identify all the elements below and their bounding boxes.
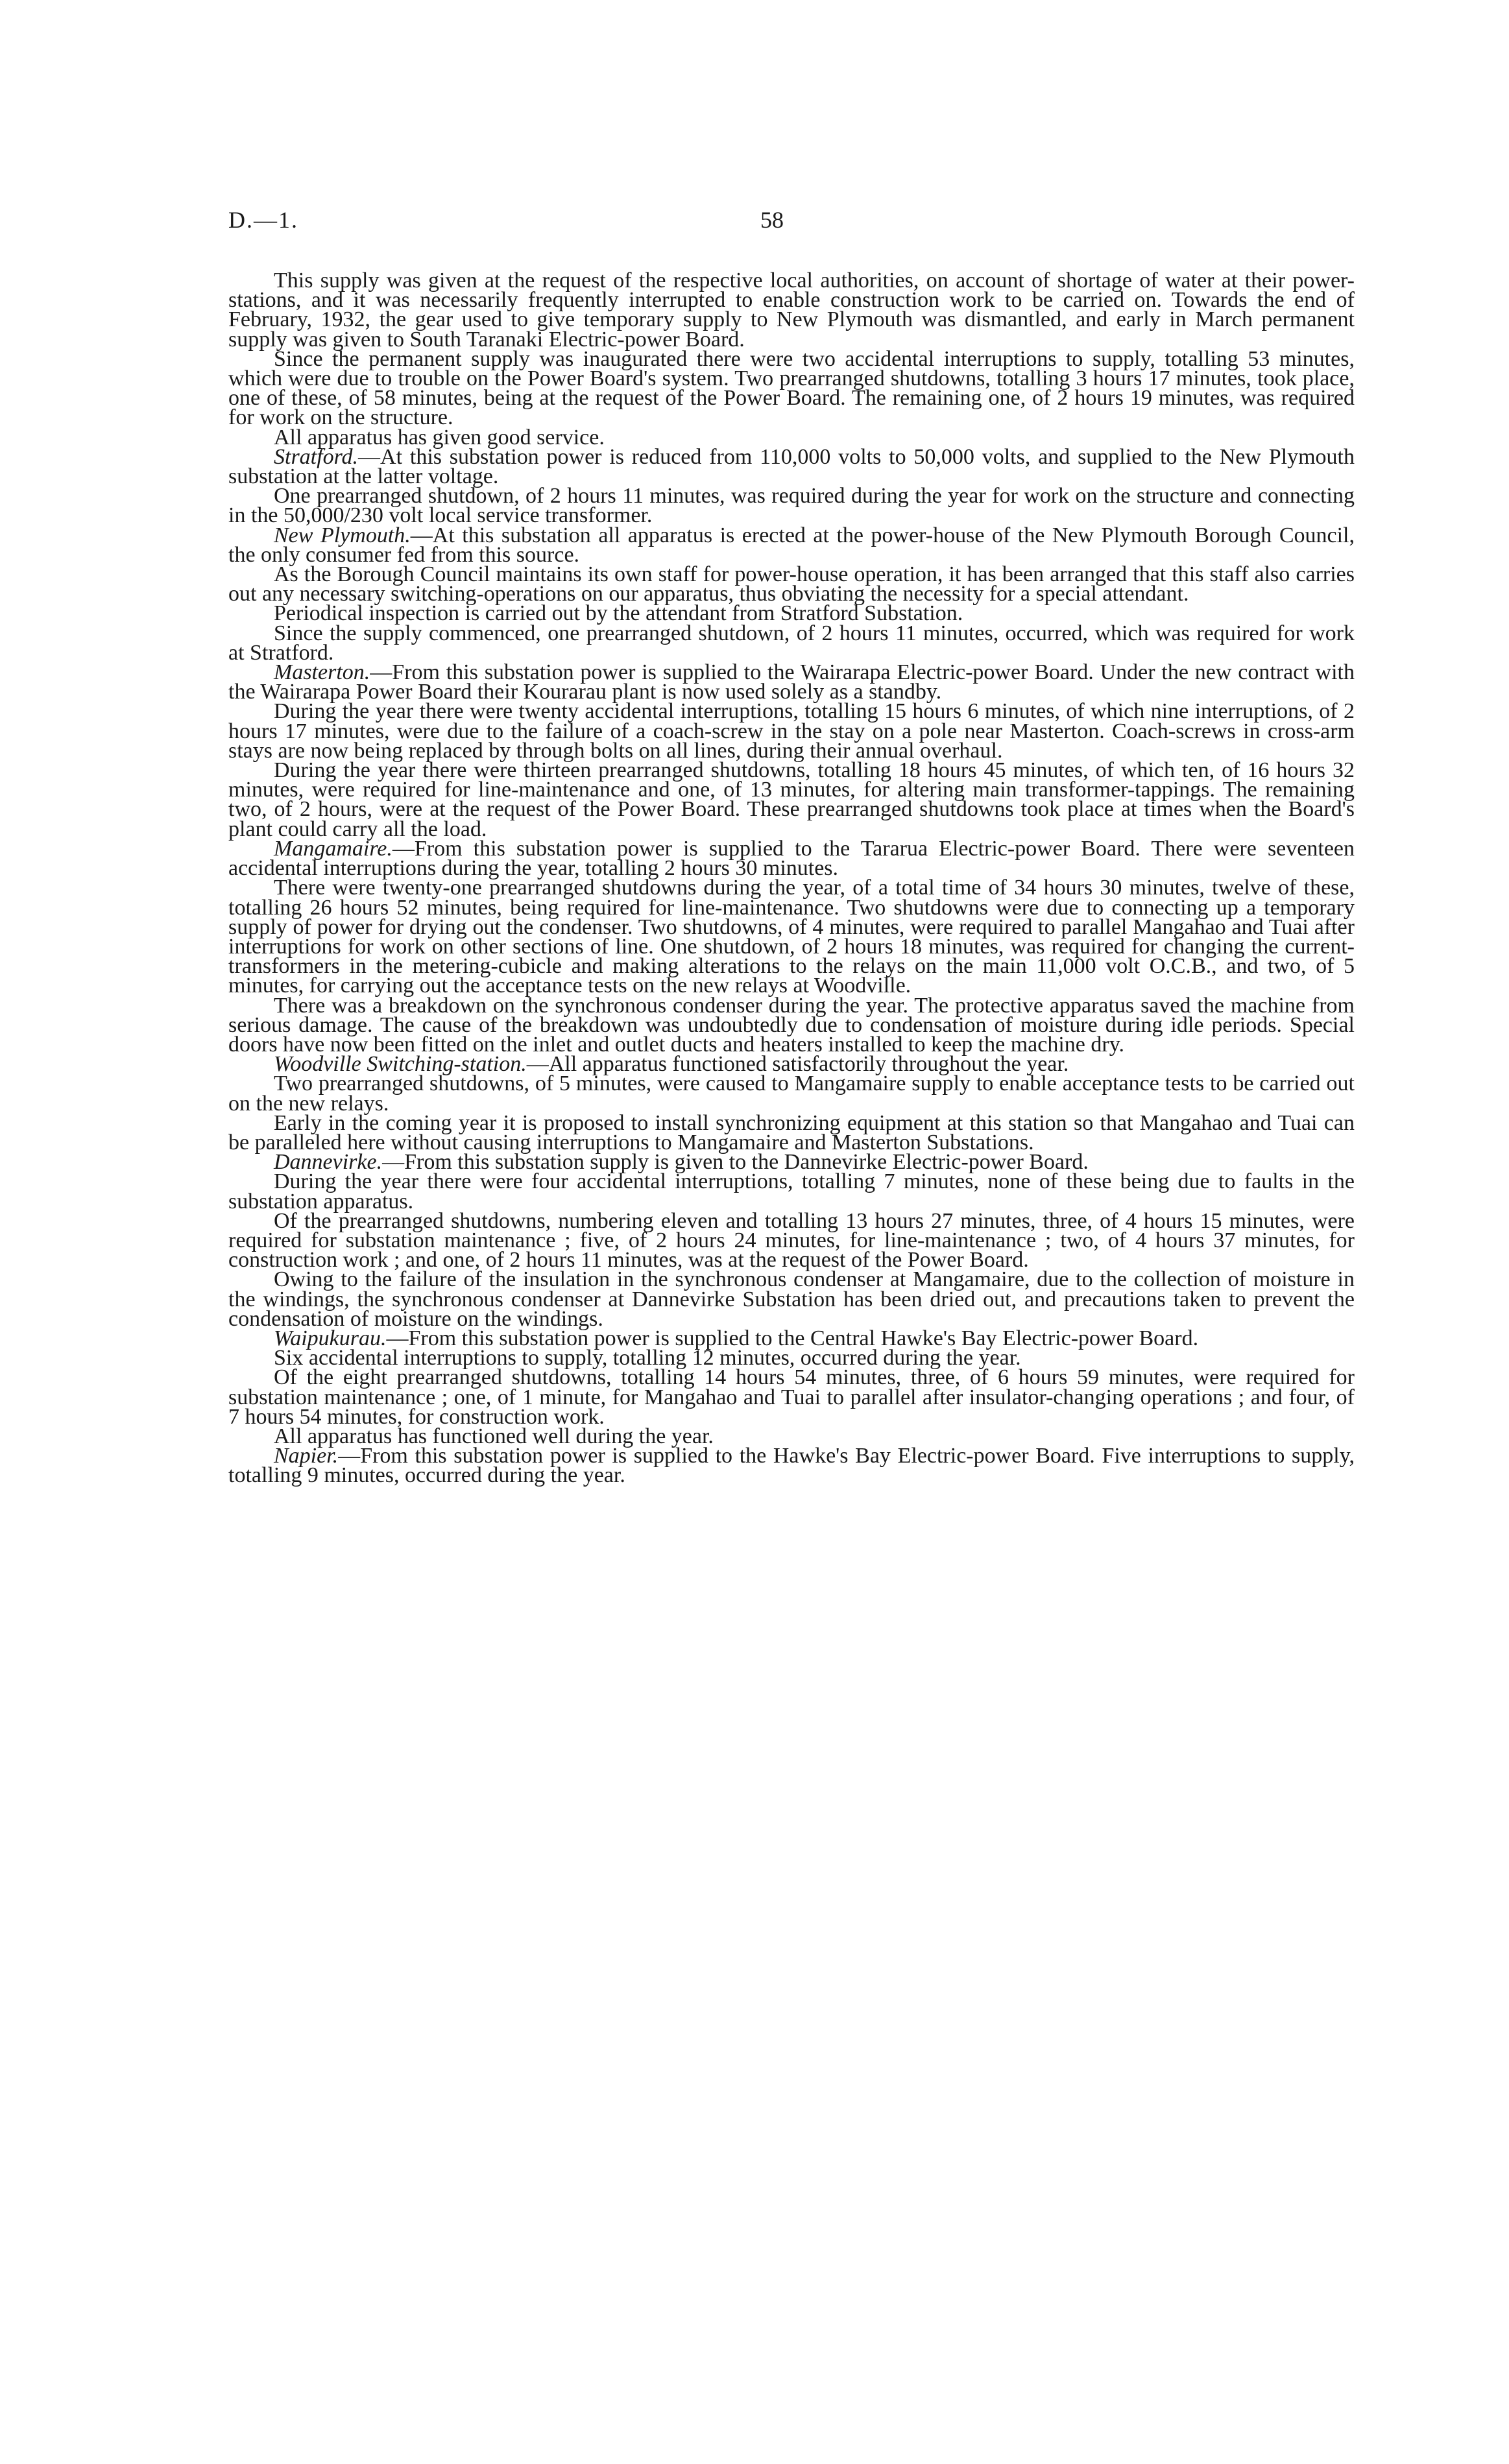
paragraph-mangamaire: Mangamaire.—From this substation power is supplied to the Tararua Electric-power Board. There were seventeen accidental interruptions during the year, totalling 2 hours 30 minutes. xyxy=(228,836,1355,881)
paragraph-apparatus-good-service: All apparatus has given good service. xyxy=(274,425,605,449)
page-header xyxy=(228,206,1355,239)
paragraph-stratford: Stratford.—At this substation power is reduced from 110,000 volts to 50,000 volts, and supplied to the New Plymouth substation at the latter voltage. xyxy=(228,444,1355,489)
paragraph-new-plymouth: New Plymouth.—At this substation all apparatus is erected at the power-house of the New Plymouth Borough Council, the only consumer fed from this source. xyxy=(228,523,1355,567)
paragraph-woodville-shutdowns: Two prearranged shutdowns, of 5 minutes, were caused to Mangamaire supply to enable acceptance tests to be carried out on the new relays. xyxy=(228,1071,1355,1116)
section-heading-stratford: Stratford. xyxy=(274,444,359,469)
paragraph-synchronizing-equipment: Early in the coming year it is proposed to install synchronizing equipment at this station so that Mangahao and Tuai can be paralleled here without causing interruptions to Mangamaire and Masterton Substations. xyxy=(228,1110,1355,1154)
paragraph-dannevirke: Dannevirke.—From this substation supply is given to the Dannevirke Electric-power Board. xyxy=(274,1150,1089,1175)
paragraph-waipukurau-prearranged: Of the eight prearranged shutdowns, totalling 14 hours 54 minutes, three, of 6 hours 59 minutes, were required for substation maintenance ; one, of 1 minute, for Mangahao and Tuai to parallel after insulator-changing operations ; and four, of 7 hours 54 minutes, for construction work. xyxy=(228,1365,1355,1429)
section-heading-dannevirke: Dannevirke. xyxy=(274,1150,383,1175)
paragraph-waipukurau-apparatus: All apparatus has functioned well during the year. xyxy=(274,1424,714,1448)
paragraph-waipukurau-accidental: Six accidental interruptions to supply, totalling 12 minutes, occurred during the year. xyxy=(274,1346,1021,1370)
paragraph-woodville: Woodville Switching-station.—All apparatus functioned satisfactorily throughout the year. xyxy=(274,1052,1069,1077)
paragraph-masterton-prearranged: During the year there were thirteen prearranged shutdowns, totalling 18 hours 45 minutes, of which ten, of 16 hours 32 minutes, were required for line-maintenance and one, of 13 minutes, for altering main transformer-tappings. The remaining two, of 2 hours, were at the request of the Power Board. These prearranged shutdowns took place at times when the Board's plant could carry all the load. xyxy=(228,758,1355,841)
page-number: 58 xyxy=(760,207,784,233)
section-heading-napier: Napier. xyxy=(274,1444,339,1468)
paragraph-borough-council-staff: As the Borough Council maintains its own staff for power-house operation, it has been arranged that this staff also carries out any necessary switching-operations on our apparatus, thus obviating the necessity for a special attendant. xyxy=(228,562,1355,606)
page-body xyxy=(228,271,1355,1486)
section-heading-masterton: Masterton. xyxy=(274,660,370,685)
paragraph-new-plymouth-shutdown: Since the supply commenced, one prearranged shutdown, of 2 hours 11 minutes, occurred, which was required for work at Stratford. xyxy=(228,621,1355,665)
paragraph-mangamaire-prearranged: There were twenty-one prearranged shutdowns during the year, of a total time of 34 hours 30 minutes, twelve of these, totalling 26 hours 52 minutes, being required for line-maintenance. Two shutdowns were due to connecting up a temporary supply of power for drying out the condenser. Two shutdowns, of 4 minutes, were required to parallel Mangahao and Tuai after interruptions for work on other sections of line. One shutdown, of 2 hours 18 minutes, was required for changing the current-transformers in the metering-cubicle and making alterations to the relays on the main 11,000 volt O.C.B., and two, of 5 minutes, for carrying out the acceptance tests on the new relays at Woodville. xyxy=(228,876,1355,998)
paragraph-new-plymouth-supply: This supply was given at the request of the respective local authorities, on account of shortage of water at their power-stations, and it was necessarily frequently interrupted to enable construction work to be carried on. Towards the end of February, 1932, the gear used to give temporary supply to New Plymouth was dismantled, and early in March permanent supply was given to South Taranaki Electric-power Board. xyxy=(228,269,1355,352)
paragraph-dannevirke-accidental: During the year there were four accidental interruptions, totalling 7 minutes, none of these being due to faults in the substation apparatus. xyxy=(228,1169,1355,1214)
paragraph-dannevirke-prearranged: Of the prearranged shutdowns, numbering eleven and totalling 13 hours 27 minutes, three, of 4 hours 15 minutes, were required for substation maintenance ; five, of 2 hours 24 minutes, for line-maintenance ; two, of 4 hours 37 minutes, for construction work ; and one, of 2 hours 11 minutes, was at the request of the Power Board. xyxy=(228,1208,1355,1273)
paragraph-condenser-breakdown: There was a breakdown on the synchronous condenser during the year. The protective apparatus saved the machine from serious damage. The cause of the breakdown was undoubtedly due to condensation of moisture during idle periods. Special doors have now been fitted on the inlet and outlet ducts and heaters installed to keep the machine dry. xyxy=(228,993,1355,1057)
section-heading-woodville: Woodville Switching-station. xyxy=(274,1052,527,1077)
document-reference: D.—1. xyxy=(228,207,298,233)
section-heading-mangamaire: Mangamaire. xyxy=(274,836,392,861)
paragraph-interruptions-south-taranaki: Since the permanent supply was inaugurated there were two accidental interruptions to supply, totalling 53 minutes, which were due to trouble on the Power Board's system. Two prearranged shutdowns, totalling 3 hours 17 minutes, took place, one of these, of 58 minutes, being at the request of the Power Board. The remaining one, of 2 hours 19 minutes, was required for work on the structure. xyxy=(228,346,1355,430)
paragraph-napier: Napier.—From this substation power is supplied to the Hawke's Bay Electric-power Board. Five interruptions to supply, totalling 9 minutes, occurred during the year. xyxy=(228,1444,1355,1488)
paragraph-waipukurau: Waipukurau.—From this substation power is supplied to the Central Hawke's Bay Electric-power Board. xyxy=(274,1326,1199,1350)
paragraph-masterton: Masterton.—From this substation power is supplied to the Wairarapa Electric-power Board. Under the new contract with the Wairarapa Power Board their Kourarau plant is now used solely as a standby. xyxy=(228,660,1355,704)
section-heading-waipukurau: Waipukurau. xyxy=(274,1326,387,1350)
paragraph-masterton-accidental: During the year there were twenty accidental interruptions, totalling 15 hours 6 minutes, of which nine interruptions, of 2 hours 17 minutes, were due to the failure of a coach-screw in the stay on a pole near Masterton. Coach-screws in cross-arm stays are now being replaced by through bolts on all lines, during their annual overhaul. xyxy=(228,699,1355,763)
paragraph-stratford-shutdown: One prearranged shutdown, of 2 hours 11 minutes, was required during the year for work on the structure and connecting in the 50,000/230 volt local service transformer. xyxy=(228,484,1355,528)
paragraph-condenser-dried-out: Owing to the failure of the insulation in the synchronous condenser at Mangamaire, due to the collection of moisture in the windings, the synchronous condenser at Dannevirke Substation has been dried out, and precautions taken to prevent the condensation of moisture on the windings. xyxy=(228,1267,1355,1331)
paragraph-periodical-inspection: Periodical inspection is carried out by the attendant from Stratford Substation. xyxy=(274,601,963,626)
section-heading-new-plymouth: New Plymouth. xyxy=(274,523,411,547)
